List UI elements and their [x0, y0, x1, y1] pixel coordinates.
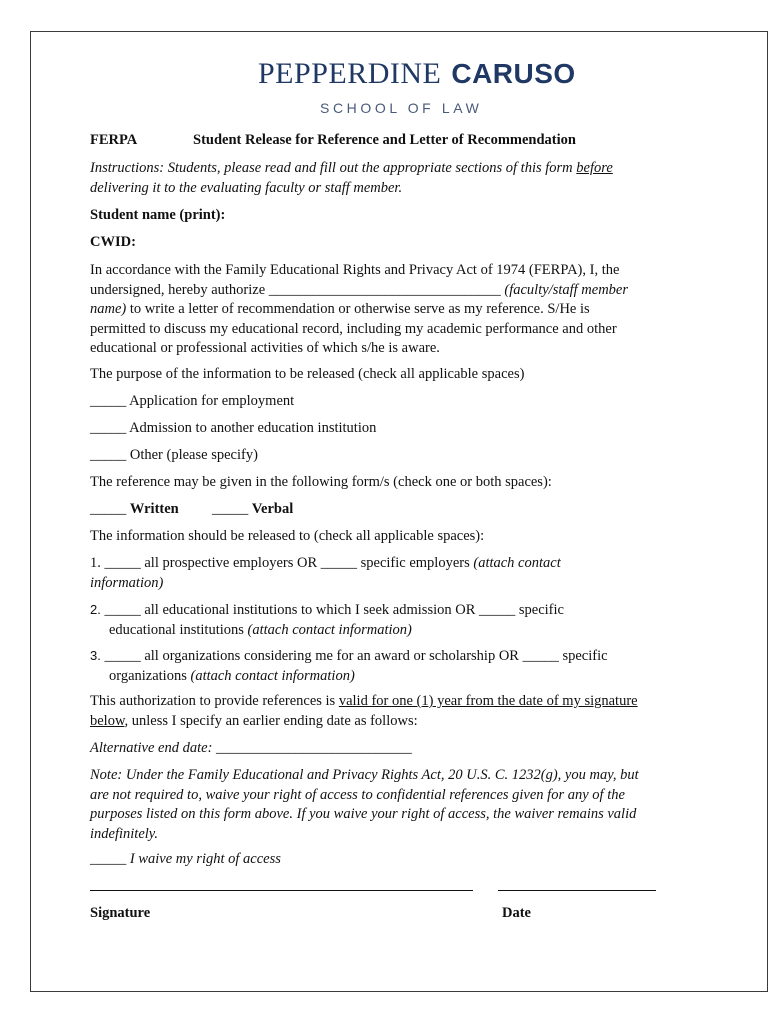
logo-subtitle: SCHOOL OF LAW [320, 100, 483, 116]
school-logo [258, 57, 576, 122]
ferpa-label: FERPA [90, 132, 138, 148]
authorization-paragraph: In accordance with the Family Educational Rights and Privacy Act of 1974 (FERPA), I, the undersigned, hereby authorize ________________________________ (faculty/staff member name) to write a letter of recommendation or otherwise serve as my reference. S/He is permitted to discuss my educational record, including my academic performance and other educational or professional activities of which s/he is aware. [90, 262, 629, 356]
release-heading: The information should be released to (check all applicable spaces): [90, 528, 485, 544]
student-name-field: Student name (print): [90, 207, 226, 223]
logo-pepperdine: PEPPERDINE [258, 57, 442, 90]
signature-label: Signature [90, 905, 151, 921]
alternative-end-date: Alternative end date: ___________________________ [90, 740, 412, 756]
date-label: Date [502, 905, 531, 921]
purpose-option-employment: _____ Application for employment [90, 393, 295, 409]
waiver-option: _____ I waive my right of access [90, 851, 281, 867]
instructions: Instructions: Students, please read and fill out the appropriate sections of this form before delivering it to the evaluating faculty or staff member. [90, 160, 613, 196]
date-line [498, 890, 656, 891]
verbal-option: Verbal [251, 501, 294, 517]
purpose-heading: The purpose of the information to be released (check all applicable spaces) [90, 366, 525, 382]
written-option: Written [129, 501, 179, 517]
release-item-2: 2. _____ all educational institutions to which I seek admission OR _____ specific educational institutions (attach contact information) [90, 602, 564, 638]
form-options: _____ Written _____ Verbal [90, 501, 294, 517]
logo-caruso: CARUSO [451, 58, 576, 89]
ferpa-note: Note: Under the Family Educational and Privacy Rights Act, 20 U.S. C. 1232(g), you may, but are not required to, waive your right of access to confidential references given for any of the purposes listed on this form above. If you waive your right of access, the waiver remains valid indefinitely. [90, 767, 639, 842]
form-title: Student Release for Reference and Letter of Recommendation [193, 132, 576, 148]
cwid-field: CWID: [90, 234, 136, 250]
signature-line [90, 890, 473, 891]
validity-paragraph: This authorization to provide references is valid for one (1) year from the date of my signature below, unless I specify an earlier ending date as follows: [90, 693, 638, 729]
release-item-1: 1. _____ all prospective employers OR _____ specific employers (attach contact information) [90, 555, 561, 591]
purpose-option-other: _____ Other (please specify) [90, 447, 258, 463]
form-heading: The reference may be given in the following form/s (check one or both spaces): [90, 474, 552, 490]
release-item-3: 3. _____ all organizations considering me for an award or scholarship OR _____ specific organizations (attach contact information) [90, 648, 608, 684]
purpose-option-admission: _____ Admission to another education institution [90, 420, 377, 436]
